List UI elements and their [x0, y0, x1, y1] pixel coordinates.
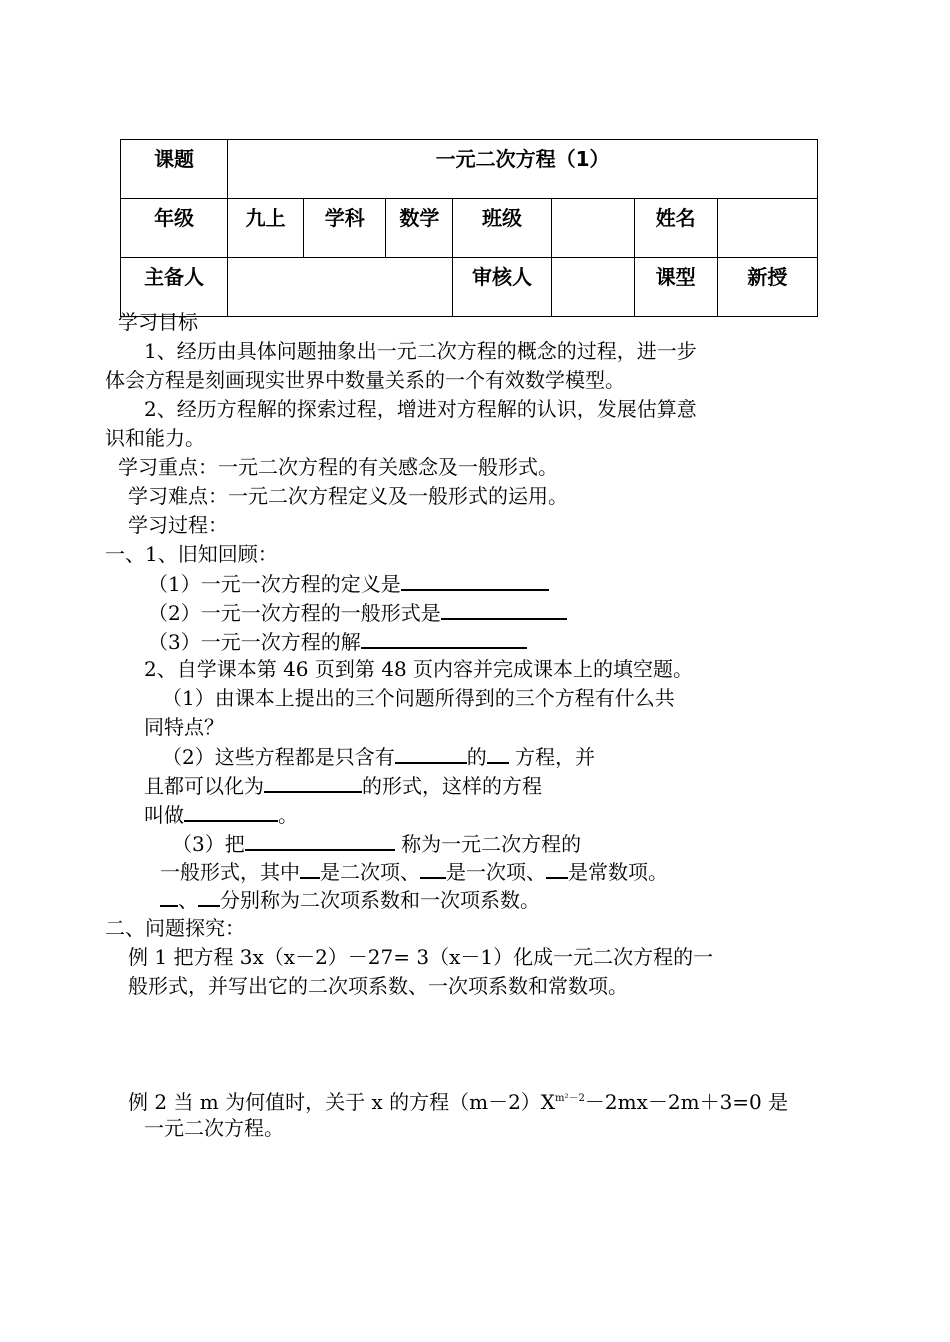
study-3-line-3 — [160, 885, 540, 914]
study-3-text: 称为一元二次方程的 — [394, 832, 582, 856]
study-2-text: 且都可以化为 — [144, 774, 264, 798]
study-1-line-2: 同特点？ — [144, 715, 224, 739]
question-1-text: （1）一元一次方程的定义是 — [148, 572, 401, 596]
answer-blank[interactable] — [441, 598, 567, 620]
table-row — [121, 140, 818, 199]
study-3-text: 是一次项、 — [446, 860, 546, 884]
goal-1-line-2: 体会方程是刻画现实世界中数量关系的一个有效数学模型。 — [105, 368, 625, 392]
example-1-line-1: 例 1 把方程 3x（x－2）－27= 3（x－1）化成一元二次方程的一 — [128, 945, 714, 969]
self-study: 2、自学课本第 46 页到第 48 页内容并完成课本上的填空题。 — [144, 657, 694, 681]
study-2-text: 的 — [466, 745, 487, 769]
answer-blank[interactable] — [264, 771, 362, 793]
key-points: 学习重点：一元二次方程的有关感念及一般形式。 — [118, 455, 558, 479]
name-value — [717, 199, 817, 258]
study-2-text: 。 — [278, 803, 298, 827]
study-2-text: 叫做 — [144, 803, 184, 827]
study-2-text: 的形式，这样的方程 — [362, 774, 542, 798]
question-3 — [148, 627, 527, 656]
lesson-type-value: 新授 — [717, 258, 817, 317]
answer-blank[interactable] — [160, 885, 178, 907]
answer-blank[interactable] — [198, 885, 220, 907]
class-label: 班级 — [453, 199, 551, 258]
lesson-title: 一元二次方程（1） — [228, 140, 818, 199]
answer-blank[interactable] — [300, 857, 320, 879]
study-3-line-2 — [160, 857, 668, 886]
example-2-text: 例 2 当 m 为何值时，关于 x 的方程（m－2）X — [128, 1090, 556, 1114]
goal-2-line-2: 识和能力。 — [105, 426, 205, 450]
preparer-value — [228, 258, 453, 317]
topic-label: 课题 — [121, 140, 228, 199]
class-value — [551, 199, 634, 258]
study-3-text: 分别称为二次项系数和一次项系数。 — [220, 888, 540, 912]
table-row — [121, 199, 818, 258]
study-3-text: 一般形式，其中 — [160, 860, 300, 884]
reviewer-value — [551, 258, 634, 317]
answer-blank[interactable] — [184, 800, 278, 822]
difficulties: 学习难点：一元二次方程定义及一般形式的运用。 — [128, 484, 568, 508]
answer-blank[interactable] — [395, 742, 467, 764]
lesson-type-label: 课型 — [634, 258, 717, 317]
study-3-text: （3）把 — [172, 832, 245, 856]
study-2-line-3 — [144, 800, 298, 829]
preparer-label: 主备人 — [121, 258, 228, 317]
answer-blank[interactable] — [401, 569, 549, 591]
study-2-text: 方程，并 — [508, 745, 596, 769]
study-3-line-1 — [172, 829, 581, 858]
table-row — [121, 258, 818, 317]
goals-heading: 学习目标 — [118, 310, 198, 334]
goal-2-line-1: 2、经历方程解的探索过程，增进对方程解的认识，发展估算意 — [144, 397, 697, 421]
explore-heading: 二、问题探究： — [105, 916, 245, 940]
answer-blank[interactable] — [420, 857, 446, 879]
answer-blank[interactable] — [546, 857, 568, 879]
subject-value: 数学 — [386, 199, 453, 258]
study-2-line-2 — [144, 771, 542, 800]
subject-label: 学科 — [304, 199, 386, 258]
grade-value: 九上 — [228, 199, 304, 258]
answer-blank[interactable] — [487, 742, 509, 764]
study-1-line-1: （1）由课本上提出的三个问题所得到的三个方程有什么共 — [162, 686, 675, 710]
reviewer-label: 审核人 — [453, 258, 551, 317]
question-1 — [148, 569, 549, 598]
study-2-text: （2）这些方程都是只含有 — [162, 745, 395, 769]
goal-1-line-1: 1、经历由具体问题抽象出一元二次方程的概念的过程，进一步 — [144, 339, 697, 363]
example-2-line-2: 一元二次方程。 — [144, 1116, 284, 1140]
name-label: 姓名 — [634, 199, 717, 258]
example-2-line-1 — [128, 1085, 788, 1116]
answer-blank[interactable] — [361, 627, 527, 649]
example-1-line-2: 般形式，并写出它的二次项系数、一次项系数和常数项。 — [128, 974, 628, 998]
study-3-text: 、 — [178, 888, 198, 912]
study-3-text: 是二次项、 — [320, 860, 420, 884]
question-3-text: （3）一元一次方程的解 — [148, 630, 361, 654]
lesson-info-table — [120, 139, 818, 317]
study-2-line-1 — [162, 742, 595, 771]
study-3-text: 是常数项。 — [568, 860, 668, 884]
question-2-text: （2）一元一次方程的一般形式是 — [148, 601, 441, 625]
exponent: m²－2 — [555, 1093, 585, 1104]
question-2 — [148, 598, 567, 627]
review-heading: 一、1、旧知回顾： — [105, 542, 278, 566]
example-2-text: －2mx－2m＋3=0 是 — [584, 1090, 789, 1114]
process-heading: 学习过程： — [128, 513, 228, 537]
grade-label: 年级 — [121, 199, 228, 258]
answer-blank[interactable] — [245, 829, 395, 851]
